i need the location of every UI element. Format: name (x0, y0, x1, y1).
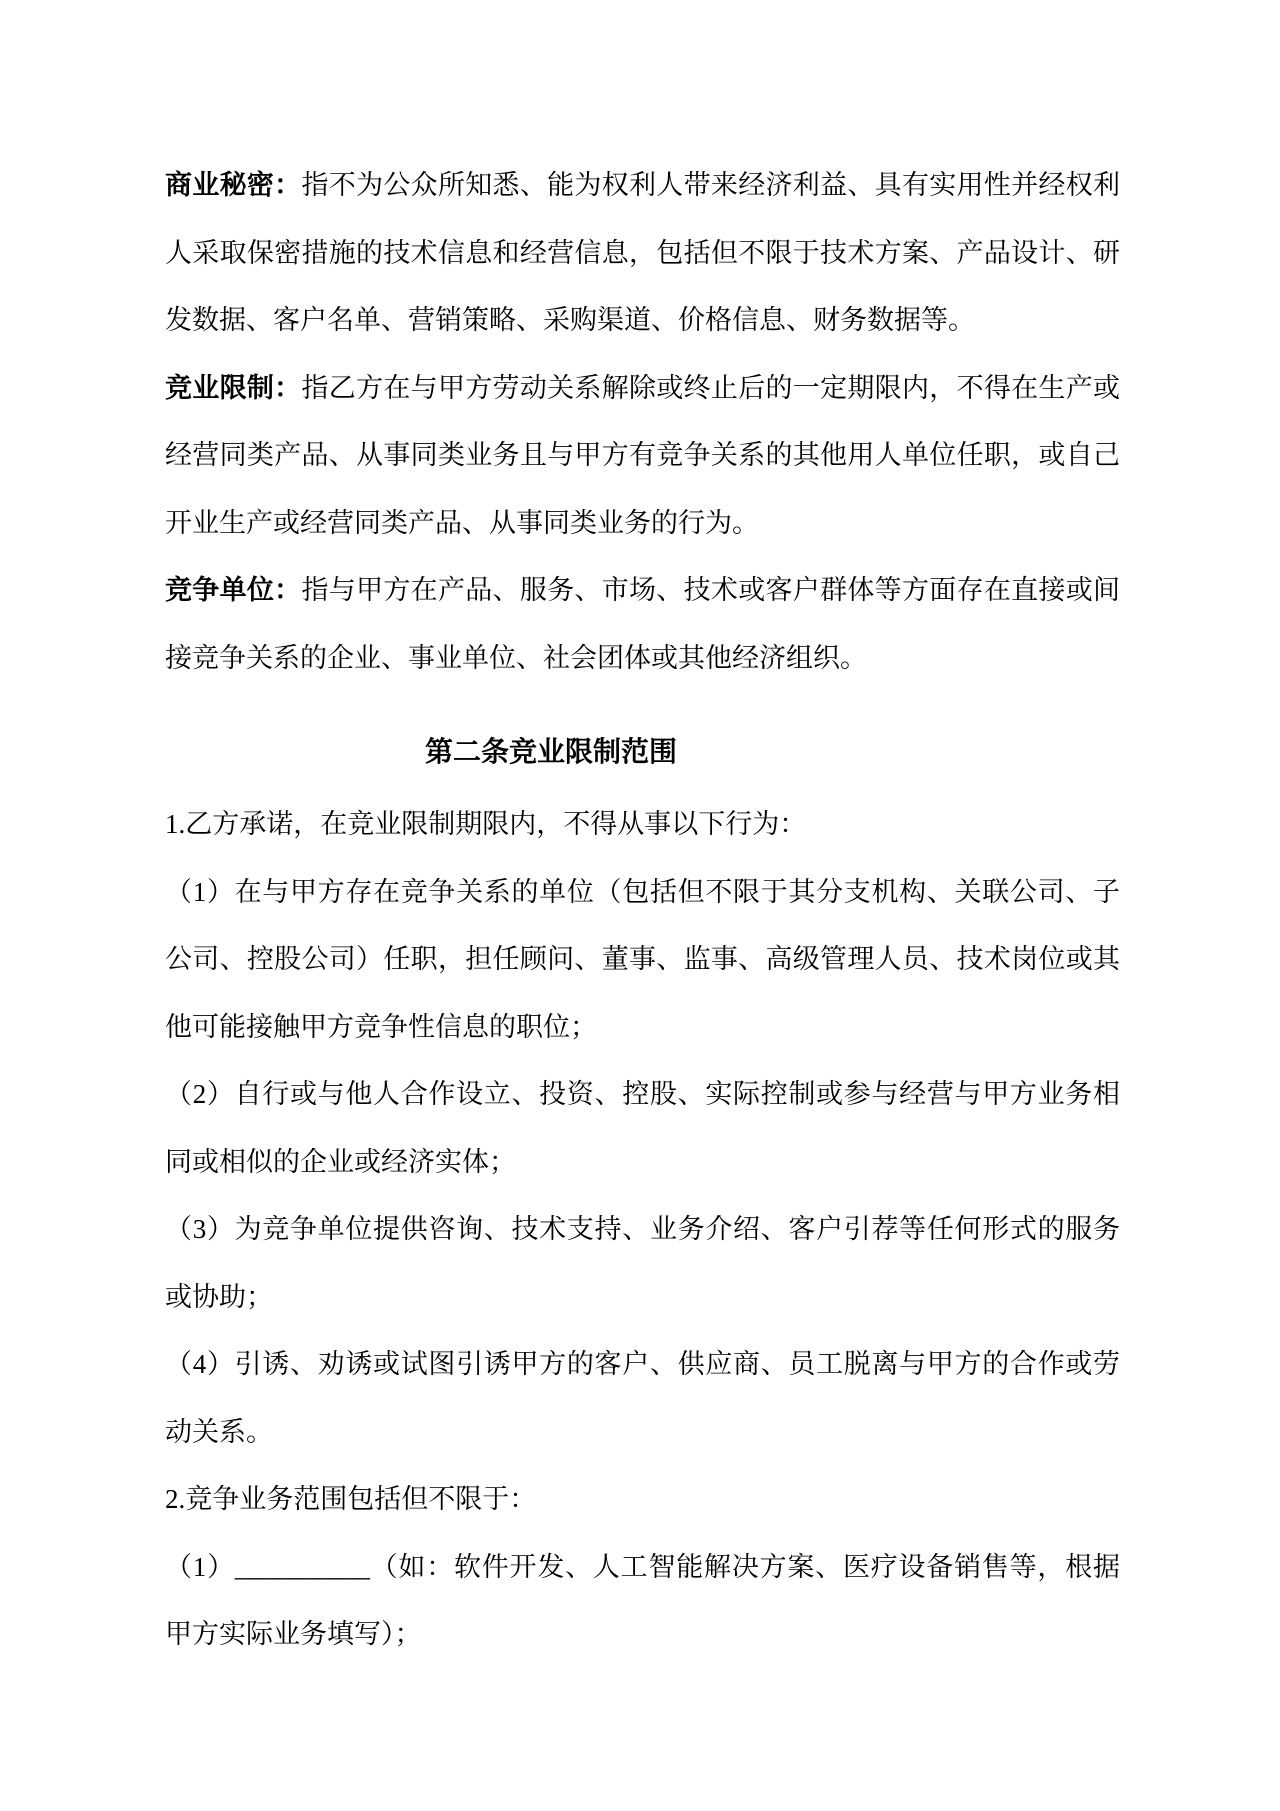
definition-paragraph-competitor (165, 557, 1120, 692)
definition-paragraph-trade-secret (165, 152, 1120, 355)
definition-term: 竞争单位： (165, 575, 302, 605)
definition-paragraph-non-compete (165, 355, 1120, 558)
definition-text: 指与甲方在产品、服务、市场、技术或客户群体等方面存在直接或间接竞争关系的企业、事业单位、社会团体或其他经济组织。 (165, 575, 1121, 673)
clause-paragraph: 2.竞争业务范围包括但不限于： (165, 1484, 537, 1514)
clause-paragraph-with-blank: （1）__________（如：软件开发、人工智能解决方案、医疗设备销售等，根据甲方实际业务填写）； (165, 1551, 1120, 1649)
clause-paragraph: （3）为竞争单位提供咨询、技术支持、业务介绍、客户引荐等任何形式的服务或协助； (165, 1214, 1120, 1312)
definition-term: 商业秘密： (165, 170, 302, 200)
clause-paragraph: （4）引诱、劝诱或试图引诱甲方的客户、供应商、员工脱离与甲方的合作或劳动关系。 (165, 1349, 1120, 1447)
definition-term: 竞业限制： (165, 372, 302, 403)
definition-text: 指乙方在与甲方劳动关系解除或终止后的一定期限内，不得在生产或经营同类产品、从事同类业务且与甲方有竞争关系的其他用人单位任职，或自己开业生产或经营同类产品、从事同类业务的行为。 (165, 372, 1121, 538)
clause-paragraph: （2）自行或与他人合作设立、投资、控股、实际控制或参与经营与甲方业务相同或相似的企业或经济实体； (165, 1079, 1120, 1177)
clause-paragraph: （1）在与甲方存在竞争关系的单位（包括但不限于其分支机构、关联公司、子公司、控股公司）任职，担任顾问、董事、监事、高级管理人员、技术岗位或其他可能接触甲方竞争性信息的职位； (165, 876, 1120, 1042)
section-heading: 第二条竞业限制范围 (424, 737, 677, 768)
definition-text: 指不为公众所知悉、能为权利人带来经济利益、具有实用性并经权利人采取保密措施的技术信息和经营信息，包括但不限于技术方案、产品设计、研发数据、客户名单、营销策略、采购渠道、价格信息、财务数据等。 (165, 170, 1121, 335)
clause-paragraph: 1.乙方承诺，在竞业限制期限内，不得从事以下行为： (165, 809, 807, 839)
